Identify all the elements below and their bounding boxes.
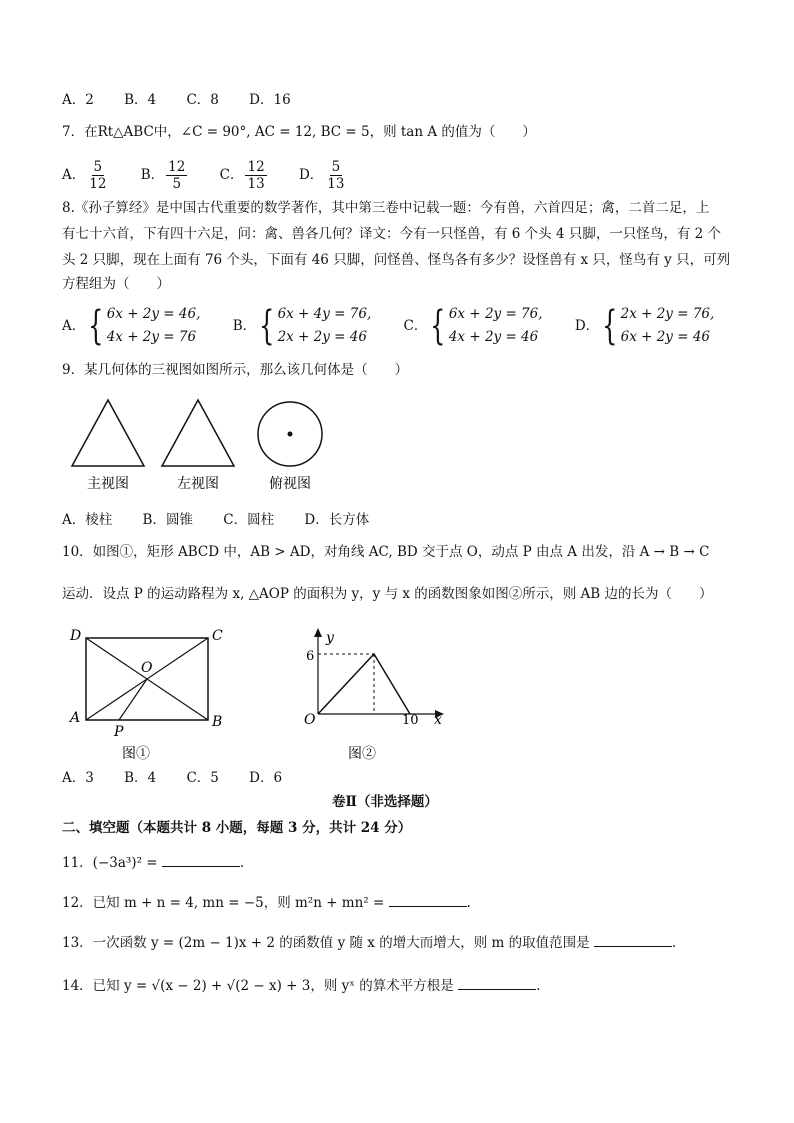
figure-1-caption: 图① [122, 746, 150, 762]
q14-text: 14．已知 y = √(x − 2) + √(2 − x) + 3，则 yˣ 的算术平方根是 [62, 978, 454, 994]
q10-option-c: C．5 [186, 770, 219, 786]
q7-stem: 7．在Rt△ABC中，∠C = 90°, AC = 12, BC = 5，则 tan A 的值为（ ） [62, 124, 536, 140]
q7-option-b: B． $\frac{12}{5}$ [140, 159, 186, 192]
q10-line-2: 运动．设点 P 的运动路程为 x, △AOP 的面积为 y，y 与 x 的函数图象如图②所示，则 AB 边的长为（ ） [62, 586, 713, 602]
q8-line-4: 方程组为（ ） [62, 276, 170, 292]
q10-option-a: A．3 [62, 770, 94, 786]
q9-option-c: C．圆柱 [223, 512, 275, 528]
label-d: D [70, 628, 82, 644]
q13-text: 13．一次函数 y = (2m − 1)x + 2 的函数值 y 随 x 的增大而增大，则 m 的取值范围是 [62, 935, 590, 951]
q9-option-d: D．长方体 [304, 512, 370, 528]
y-axis-label: y [326, 630, 334, 646]
q7-options [62, 155, 374, 195]
top-view-center-dot [288, 432, 293, 437]
q14-answer-blank[interactable] [458, 975, 536, 990]
q9-three-views-figure [70, 398, 340, 498]
left-view-caption: 左视图 [177, 476, 219, 492]
q7-option-a: A． $\frac{5}{12}$ [62, 159, 107, 192]
q6-option-b: B．4 [124, 92, 157, 108]
x-tick-10: 10 [402, 713, 419, 728]
label-p: P [114, 724, 124, 740]
label-b: B [212, 714, 223, 730]
q13-answer-blank[interactable] [594, 932, 672, 947]
q14: 14．已知 y = √(x − 2) + √(2 − x) + 3，则 yˣ 的算术平方根是 . [62, 975, 540, 996]
q6-option-a: A．2 [62, 92, 94, 108]
function-graph [318, 654, 410, 714]
q9-options [62, 510, 395, 530]
q10-option-b: B．4 [124, 770, 157, 786]
q8-option-a: A． { 6x + 2y = 46, 4x + 2y = 76 [62, 302, 201, 349]
label-c: C [212, 628, 223, 644]
q9-stem: 9．某几何体的三视图如图所示，那么该几何体是（ ） [62, 362, 409, 378]
top-view-caption: 俯视图 [269, 476, 311, 492]
q8-line-1: 8.《孙子算经》是中国古代重要的数学著作，其中第三卷中记载一题：今有兽，六首四足；禽，二首二足，上 [62, 200, 710, 216]
y-tick-6: 6 [306, 649, 315, 664]
q10-line-1: 10．如图①，矩形 ABCD 中，AB > AD，对角线 AC, BD 交于点 O，动点 P 由点 A 出发，沿 A → B → C [62, 544, 710, 560]
q12-text: 12．已知 m + n = 4, mn = −5，则 m²n + mn² = [62, 895, 385, 911]
q11-text: 11．(−3a³)² = [62, 855, 158, 871]
q8-option-c: C． { 6x + 2y = 76, 4x + 2y = 46 [403, 302, 543, 349]
front-view-triangle [72, 400, 144, 466]
q8-option-b: B． { 6x + 4y = 76, 2x + 2y = 46 [232, 302, 372, 349]
q6-option-c: C．8 [186, 92, 219, 108]
figure-2-caption: 图② [348, 746, 376, 762]
q10-options [62, 768, 308, 788]
y-axis-arrow [314, 628, 322, 637]
q6-option-d: D．16 [249, 92, 291, 108]
q10-figure-2-graph [284, 622, 454, 762]
q11-answer-blank[interactable] [162, 852, 240, 867]
left-view-triangle [162, 400, 234, 466]
label-o: O [141, 660, 153, 676]
q12: 12．已知 m + n = 4, mn = −5，则 m²n + mn² = . [62, 892, 471, 913]
x-axis-label: x [434, 712, 442, 728]
q8-options [62, 302, 742, 349]
q8-line-3: 头 2 只脚，现在上面有 76 个头，下面有 46 只脚，问怪兽、怪鸟各有多少？设怪兽有 x 只，怪鸟有 y 只，可列 [62, 252, 731, 268]
segment-po [119, 679, 147, 720]
q8-option-d: D． { 2x + 2y = 76, 6x + 2y = 46 [574, 302, 715, 349]
label-a: A [70, 710, 81, 726]
q10-figure-1-rectangle [64, 622, 234, 762]
q12-answer-blank[interactable] [389, 892, 467, 907]
q9-option-a: A．棱柱 [62, 512, 113, 528]
q8-line-2: 有七十六首，下有四十六足，问：禽、兽各几何？译文：今有一只怪兽，有 6 个头 4 只脚，一只怪鸟，有 2 个 [62, 226, 722, 242]
q7-option-d: D． $\frac{5}{13}$ [298, 159, 345, 192]
volume-2-heading: 卷Ⅱ（非选择题） [332, 794, 438, 810]
origin-label: O [304, 712, 316, 728]
q6-options [62, 90, 317, 110]
section-2-heading: 二、填空题（本题共计 8 小题，每题 3 分，共计 24 分） [62, 820, 412, 836]
q10-option-d: D．6 [249, 770, 283, 786]
q13: 13．一次函数 y = (2m − 1)x + 2 的函数值 y 随 x 的增大而增大，则 m 的取值范围是 . [62, 932, 676, 953]
q9-option-b: B．圆锥 [142, 512, 193, 528]
front-view-caption: 主视图 [87, 476, 129, 492]
q7-option-c: C． $\frac{12}{13}$ [219, 159, 265, 192]
q11: 11．(−3a³)² = . [62, 852, 244, 873]
